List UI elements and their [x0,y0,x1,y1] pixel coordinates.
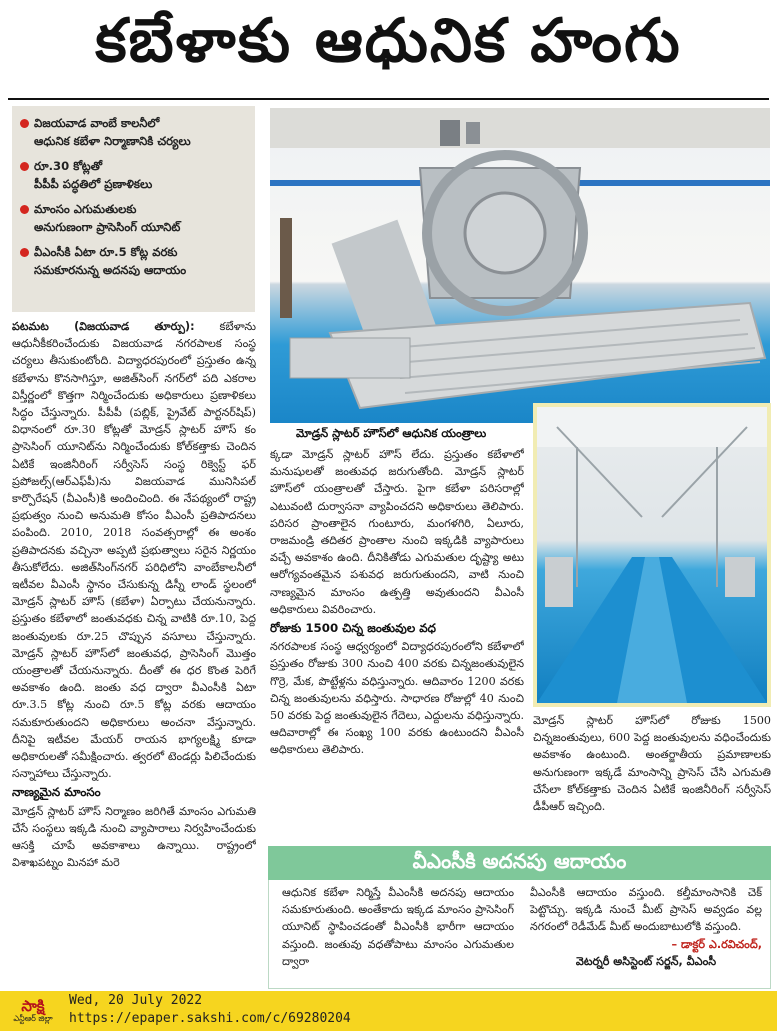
subhead: రోజుకు 1500 చిన్న జంతువుల వధ [270,621,437,636]
highlight-line: పీపీపీ పద్ధతిలో ప్రణాళికలు [34,177,153,191]
highlight-item [20,157,247,193]
machinery-illustration [270,108,770,423]
photo-slaughter-machinery [270,108,770,423]
article-paragraph: మోడ్రన్ స్లాటర్ హౌస్ నిర్మాణం జరిగితే మాంసం ఎగుమతి చేసే సంస్థలు ఇక్కడి నుంచి వ్యాపారాలు నిర్వహించేందుకు ఆసక్తి చూపే అవకాశాలు ఉన్నాయి. రాష్ట్రంలో విశాఖపట్నం మినహా మరె [12,804,256,870]
logo-edition: ఎన్టీఆర్ జిల్లా [13,1014,53,1023]
article-paragraph: క్కడా మోడ్రన్ స్లాటర్ హౌస్ లేదు. ప్రస్తుతం కబేళాలో మనుషులతో జంతువధ జరుగుతోంది. మోడ్రన్ స్లాటర్ హౌస్‌లో యంత్రాలతో చేస్తారు. పైగా కబేళా పరిసరాల్లో ఎటువంటి దుర్వాసనా వ్యాపించదని అధికారులు తెలిపారు. పరిసర ప్రాంతాలైన గుంటూరు, మంగళగిరి, ఏలూరు, రాజమండ్రి తదితర ప్రాంతాల నుంచి ఇక్కడికి వ్యాపారులు వచ్చే అవకాశం ఉంది. దీనికితోడు ఎగుమతుల దృష్ట్యా అటు ఆరోగ్యవంతమైన పశువధ జరుగుతుందని, వాటి నుంచి నాణ్యమైన మాంసం ఉత్పత్తి అవుతుందని వీఎంసీ అధికారులు వివరించారు. [270,448,524,616]
hall-illustration [537,407,767,703]
article-column-3 [533,712,771,842]
logo-text: సాక్షి [21,997,45,1015]
highlight-line: ఆధునిక కబేళా నిర్మాణానికి చర్యలు [34,134,191,148]
highlight-line: సమకూరనున్న అదనపు ఆదాయం [34,263,187,277]
highlight-line: రూ.30 కోట్లతో [34,159,103,173]
bullet-dot-icon [20,162,29,171]
bullet-dot-icon [20,119,29,128]
subhead: నాణ్యమైన మాంసం [12,785,101,800]
photo-slaughter-hall [533,403,771,707]
highlight-item [20,200,247,236]
sakshi-logo [6,995,60,1027]
highlights-box [12,106,255,312]
footer-date: Wed, 20 July 2022 [69,993,203,1008]
bullet-dot-icon [20,248,29,257]
highlight-item [20,114,247,150]
dateline: పటమట (విజయవాడ తూర్పు): [12,320,195,333]
article-column-2 [270,446,524,844]
highlight-line: అనుగుణంగా ప్రాసెసింగ్ యూనిట్ [34,220,181,234]
signatory-role: వెటర్నరీ అసిస్టెంట్ సర్జన్, వీఎంసీ [575,954,717,968]
highlight-line: వీఎంసీకి ఏటా రూ.5 కోట్ల వరకు [34,245,178,259]
sidebar-box-column-1: ఆధునిక కబేళా నిర్మిస్తే వీఎంసీకి అదనపు ఆదాయం సమకూరుతుంది. అంతేకాదు ఇక్కడ మాంసం ప్రాసెసింగ్ యూనిట్ స్థాపించడంతో వీఎంసీకి భారీగా ఆదాయం వస్తుంది. జంతువు వధతోపాటు మాంసం ఎగుమతుల ద్వారా [282,886,514,968]
sidebar-box-title: వీఎంసీకి అదనపు ఆదాయం [268,846,771,880]
article-column-1 [12,318,256,986]
highlight-line: విజయవాడ వాంబే కాలనీలో [34,116,160,130]
article-paragraph: మోడ్రన్ స్లాటర్ హౌస్‌లో రోజుకు 1500 చిన్నజంతువులు, 600 పెద్ద జంతువులను వధించేందుకు అవకాశం ఉంటుంది. అంతర్జాతీయ ప్రమాణాలకు అనుగుణంగా ఇక్కడే మాంసాన్ని ప్రాసెస్ చేసి ఎగుమతి చేసేలా కోల్‌కత్తాకు చెందిన ఏటికే ఇంజినీరింగ్ సర్వీసెస్ డీపీఆర్ ఇచ్చింది. [533,714,771,814]
headline: కబేళాకు ఆధునిక హంగు [95,6,682,76]
article-paragraph [12,318,256,782]
sidebar-box-column-2 [530,884,762,970]
paragraph-text: కబేళాను ఆధునీకీకరించేందుకు విజయవాడ నగరపాలక సంస్థ చర్యలు తీసుకుంటోంది. విద్యాధరపురంలో ప్రస్తుతం ఉన్న కబేళాను కొనసాగిస్తూ, అజిత్‌సింగ్ నగర్‌లో పది ఎకరాల విస్తీర్ణంలో కొత్తగా నిర్మించేందుకు అధికారులు ప్రణాళికలు సిద్ధం చేస్తున్నారు. పీపీపీ (పబ్లిక్, ప్రైవేట్ పార్టనర్‌షిప్) విధానంలో రూ.30 కోట్లతో మోడ్రన్ స్లాటర్ హౌస్ కం ప్రాసెసింగ్ యూనిట్‌ను నిర్మించేందుకు కోల్‌కత్తాకు చెందిన ఏటికే ఇంజినీరింగ్ సర్వీసెస్ సంస్థ రిక్వెస్ట్ ఫర్ ప్రపోజల్స్(ఆర్ఎఫ్‌పీ)ను విజయవాడ మునిసిపల్ కార్పొరేషన్ (వీఎంసీ)కి అందించింది. ఈ నేపథ్యంలో రాష్ట్ర ప్రభుత్వం నుంచి అనుమతి కోసం వీఎంసీ ప్రతిపాదనలు పంపింది. 2010, 2018 సంవత్సరాల్లో ఈ అంశం ప్రతిపాదనకు వచ్చినా అప్పటి ప్రభుత్వాలు సరైన నిర్ణయం తీసుకోలేదు. అజిత్‌సింగ్‌నగర్ పరిధిలోని వాంబేకాలనీలో ఇటీవల వీఎంసీ స్థానం చేసుకున్న డిస్నీ లాండ్ స్థలంలో మోడ్రన్ స్లాటర్ హౌస్ (కబేళా) ఏర్పాటు చేయనున్నారు. ప్రస్తుతం కబేళాలో జంతువధకు చిన్న వాటికి రూ.10, పెద్ద జంతువులకు రూ.25 చొప్పున వసూలు చేస్తున్నారు. మోడ్రన్ స్లాటర్ హౌస్‌లో జంతువధ, ప్రాసెసింగ్ మొత్తం యంత్రాలతో చేయనున్నారు. దీంతో ఈ ధర కొంత పెరిగే అవకాశం ఉంది. జంతు వధ ద్వారా వీఎంసీకి ఏటా రూ.3.5 కోట్ల నుంచి రూ.5 కోట్ల వరకు ఆదాయం సమకూరుతుందని అధికారులు అంచనా వేస్తున్నారు. దీనిపై ఇటీవల మేయర్ రాయన భాగ్యలక్ష్మి కూడా అధికారులతో సమీక్షించారు. త్వరలో టెండర్లు పిలిచేందుకు సన్నాహాలు చేస్తున్నారు. [12,320,256,781]
highlight-item [20,243,247,279]
highlight-line: మాంసం ఎగుమతులకు [34,202,137,216]
bullet-dot-icon [20,205,29,214]
headline-rule [8,98,769,100]
signature: – డాక్టర్ ఎ.రవిచంద్, [671,937,762,951]
photo1-caption: మోడ్రన్ స్లాటర్ హౌస్‌లో ఆధునిక యంత్రాలు [296,426,487,440]
footer-url-link[interactable]: https://epaper.sakshi.com/c/69280204 [69,1011,351,1026]
article-paragraph: నగరపాలక సంస్థ ఆధ్వర్యంలో విద్యాధరపురంలోని కబేళాలో ప్రస్తుతం రోజుకు 300 నుంచి 400 వరకు చిన్నజంతువులైన గొర్రె, మేక, పొట్టేళ్లను వధిస్తున్నారు. ఆదివారం 1200 వరకు చిన్న జంతువులను వధిస్తారు. సాధారణ రోజుల్లో 40 నుంచి 50 వరకు పెద్ద జంతువులైన గేదెలు, ఎద్దులను వధిస్తున్నారు. ఆదివారాల్లో ఈ సంఖ్య 100 వరకు ఉంటుందని వీఎంసీ అధికారులు తెలిపారు. [270,640,524,757]
sidebar-box-paragraph: వీఎంసీకి ఆదాయం వస్తుంది. కల్తీమాంసానికి చెక్ పెట్టొచ్చు. ఇక్కడి నుంచే మీట్ ప్రాసెస్ అవ్వడం వల్ల నగరంలో రెడీమేడ్ మీట్ అందుబాటులోకి వస్తుంది. [530,886,762,934]
